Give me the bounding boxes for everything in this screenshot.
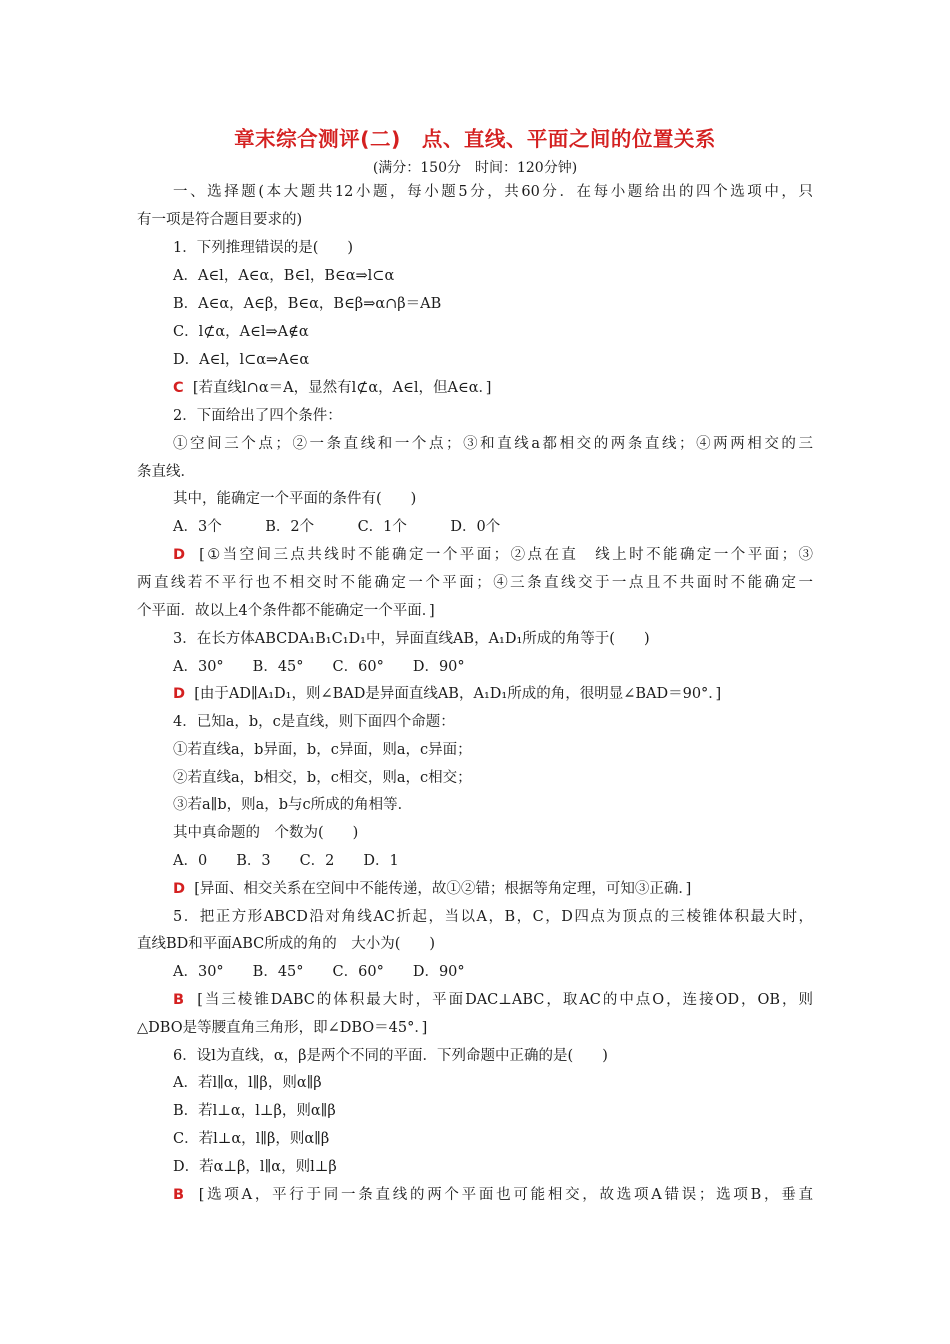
line-text: C．若l⊥α，l∥β，则α∥β	[173, 1131, 330, 1147]
answer-line	[173, 990, 813, 1010]
answer-letter: D	[173, 881, 186, 897]
text-line	[173, 517, 500, 537]
text-line	[173, 1129, 329, 1149]
text-line	[137, 934, 435, 954]
text-line	[137, 573, 813, 593]
line-text: 其中真命题的 个数为( )	[173, 825, 359, 841]
line-text: B．若l⊥α，l⊥β，则α∥β	[173, 1103, 336, 1119]
line-text: A．30° B．45° C．60° D．90°	[173, 659, 465, 675]
line-text: ①空间三个点；②一条直线和一个点；③和直线a都相交的两条直线；④两两相交的三	[173, 436, 813, 452]
text-line	[173, 712, 455, 732]
text-line	[137, 1018, 427, 1038]
line-text: 1．下列推理错误的是( )	[173, 240, 354, 256]
text-line	[173, 434, 813, 454]
answer-line	[173, 684, 721, 704]
line-text: A．A∈l，A∈α，B∈l，B∈α⇒l⊂α	[173, 268, 395, 284]
line-text: 一、选择题(本大题共12小题，每小题5分，共60分．在每小题给出的四个选项中，只	[173, 184, 813, 200]
line-text: 两直线若不平行也不相交时不能确定一个平面；④三条直线交于一点且不共面时不能确定一	[137, 575, 813, 591]
text-line	[137, 462, 195, 482]
text-line	[173, 768, 472, 788]
page-subtitle: (满分：150分 时间：120分钟)	[372, 160, 578, 176]
page-title: 章末综合测评(二) 点、直线、平面之间的位置关系	[234, 127, 716, 151]
line-text: 4．已知a，b，c是直线，则下面四个命题：	[173, 714, 455, 730]
text-line	[173, 629, 650, 649]
text-line	[173, 1101, 336, 1121]
answer-letter: B	[173, 992, 185, 1008]
line-text: 个平面．故以上4个条件都不能确定一个平面．]	[137, 603, 435, 619]
answer-line	[173, 545, 813, 565]
answer-letter: B	[173, 1187, 185, 1203]
line-text: [异面、相交关系在空间中不能传递，故①②错；根据等角定理，可知③正确．]	[194, 881, 692, 897]
line-text: [选项A，平行于同一条直线的两个平面也可能相交，故选项A错误；选项B，垂直	[198, 1187, 813, 1203]
line-text: 其中，能确定一个平面的条件有( )	[173, 491, 417, 507]
answer-letter: C	[173, 380, 184, 396]
line-text: 条直线．	[137, 464, 195, 480]
text-line	[173, 1046, 608, 1066]
text-line	[137, 210, 302, 230]
text-line	[173, 238, 353, 258]
line-text: D．若α⊥β，l∥α，则l⊥β	[173, 1159, 337, 1175]
line-text: 3．在长方体ABCDA₁B₁C₁D₁中，异面直线AB，A₁D₁所成的角等于( )	[173, 631, 650, 647]
line-text: [①当空间三点共线时不能确定一个平面；②点在直 线上时不能确定一个平面；③	[199, 547, 813, 563]
line-text: ①若直线a，b异面，b，c异面，则a，c异面；	[173, 742, 472, 758]
line-text: A．0 B．3 C．2 D．1	[173, 853, 399, 869]
text-line	[173, 1157, 337, 1177]
line-text: 有一项是符合题目要求的)	[137, 212, 303, 228]
text-line	[173, 294, 441, 314]
answer-letter: D	[173, 547, 186, 563]
text-line	[173, 266, 394, 286]
line-text: [若直线l∩α＝A，显然有l⊄α，A∈l，但A∈α．]	[192, 380, 492, 396]
text-line	[173, 322, 309, 342]
line-text: ②若直线a，b相交，b，c相交，则a，c相交；	[173, 770, 472, 786]
line-text: △DBO是等腰直角三角形，即∠DBO＝45°．]	[137, 1020, 428, 1036]
line-text: 6．设l为直线，α，β是两个不同的平面．下列命题中正确的是( )	[173, 1048, 608, 1064]
line-text: ③若a∥b，则a，b与c所成的角相等．	[173, 797, 413, 813]
answer-letter: D	[173, 686, 186, 702]
line-text: A．3个 B．2个 C．1个 D．0个	[173, 519, 501, 535]
text-line	[173, 657, 465, 677]
text-line	[173, 350, 309, 370]
line-text: 5．把正方形ABCD沿对角线AC折起，当以A，B，C，D四点为顶点的三棱锥体积最大时，	[173, 909, 813, 925]
text-line	[173, 851, 399, 871]
line-text: B．A∈α，A∈β，B∈α，B∈β⇒α∩β＝AB	[173, 296, 442, 312]
text-line	[173, 962, 465, 982]
line-text: 直线BD和平面ABC所成的角的 大小为( )	[137, 936, 436, 952]
text-line	[173, 406, 342, 426]
text-line	[173, 1073, 322, 1093]
line-text: 2．下面给出了四个条件：	[173, 408, 342, 424]
text-line	[173, 823, 358, 843]
text-line	[137, 601, 435, 621]
line-text: A．30° B．45° C．60° D．90°	[173, 964, 465, 980]
line-text: [由于AD∥A₁D₁，则∠BAD是异面直线AB，A₁D₁所成的角，很明显∠BAD＝90°．]	[194, 686, 722, 702]
line-text: C．l⊄α，A∈l⇒A∉α	[173, 324, 309, 340]
text-line	[173, 795, 412, 815]
answer-line	[173, 879, 691, 899]
line-text: [当三棱锥DABC的体积最大时，平面DAC⊥ABC，取AC的中点O，连接OD，OB，则	[197, 992, 813, 1008]
line-text: A．若l∥α，l∥β，则α∥β	[173, 1075, 322, 1091]
answer-line	[173, 378, 491, 398]
text-line	[173, 907, 813, 927]
text-line	[173, 182, 813, 202]
text-line	[173, 489, 416, 509]
answer-line	[173, 1185, 813, 1205]
text-line	[173, 740, 472, 760]
line-text: D．A∈l，l⊂α⇒A∈α	[173, 352, 310, 368]
